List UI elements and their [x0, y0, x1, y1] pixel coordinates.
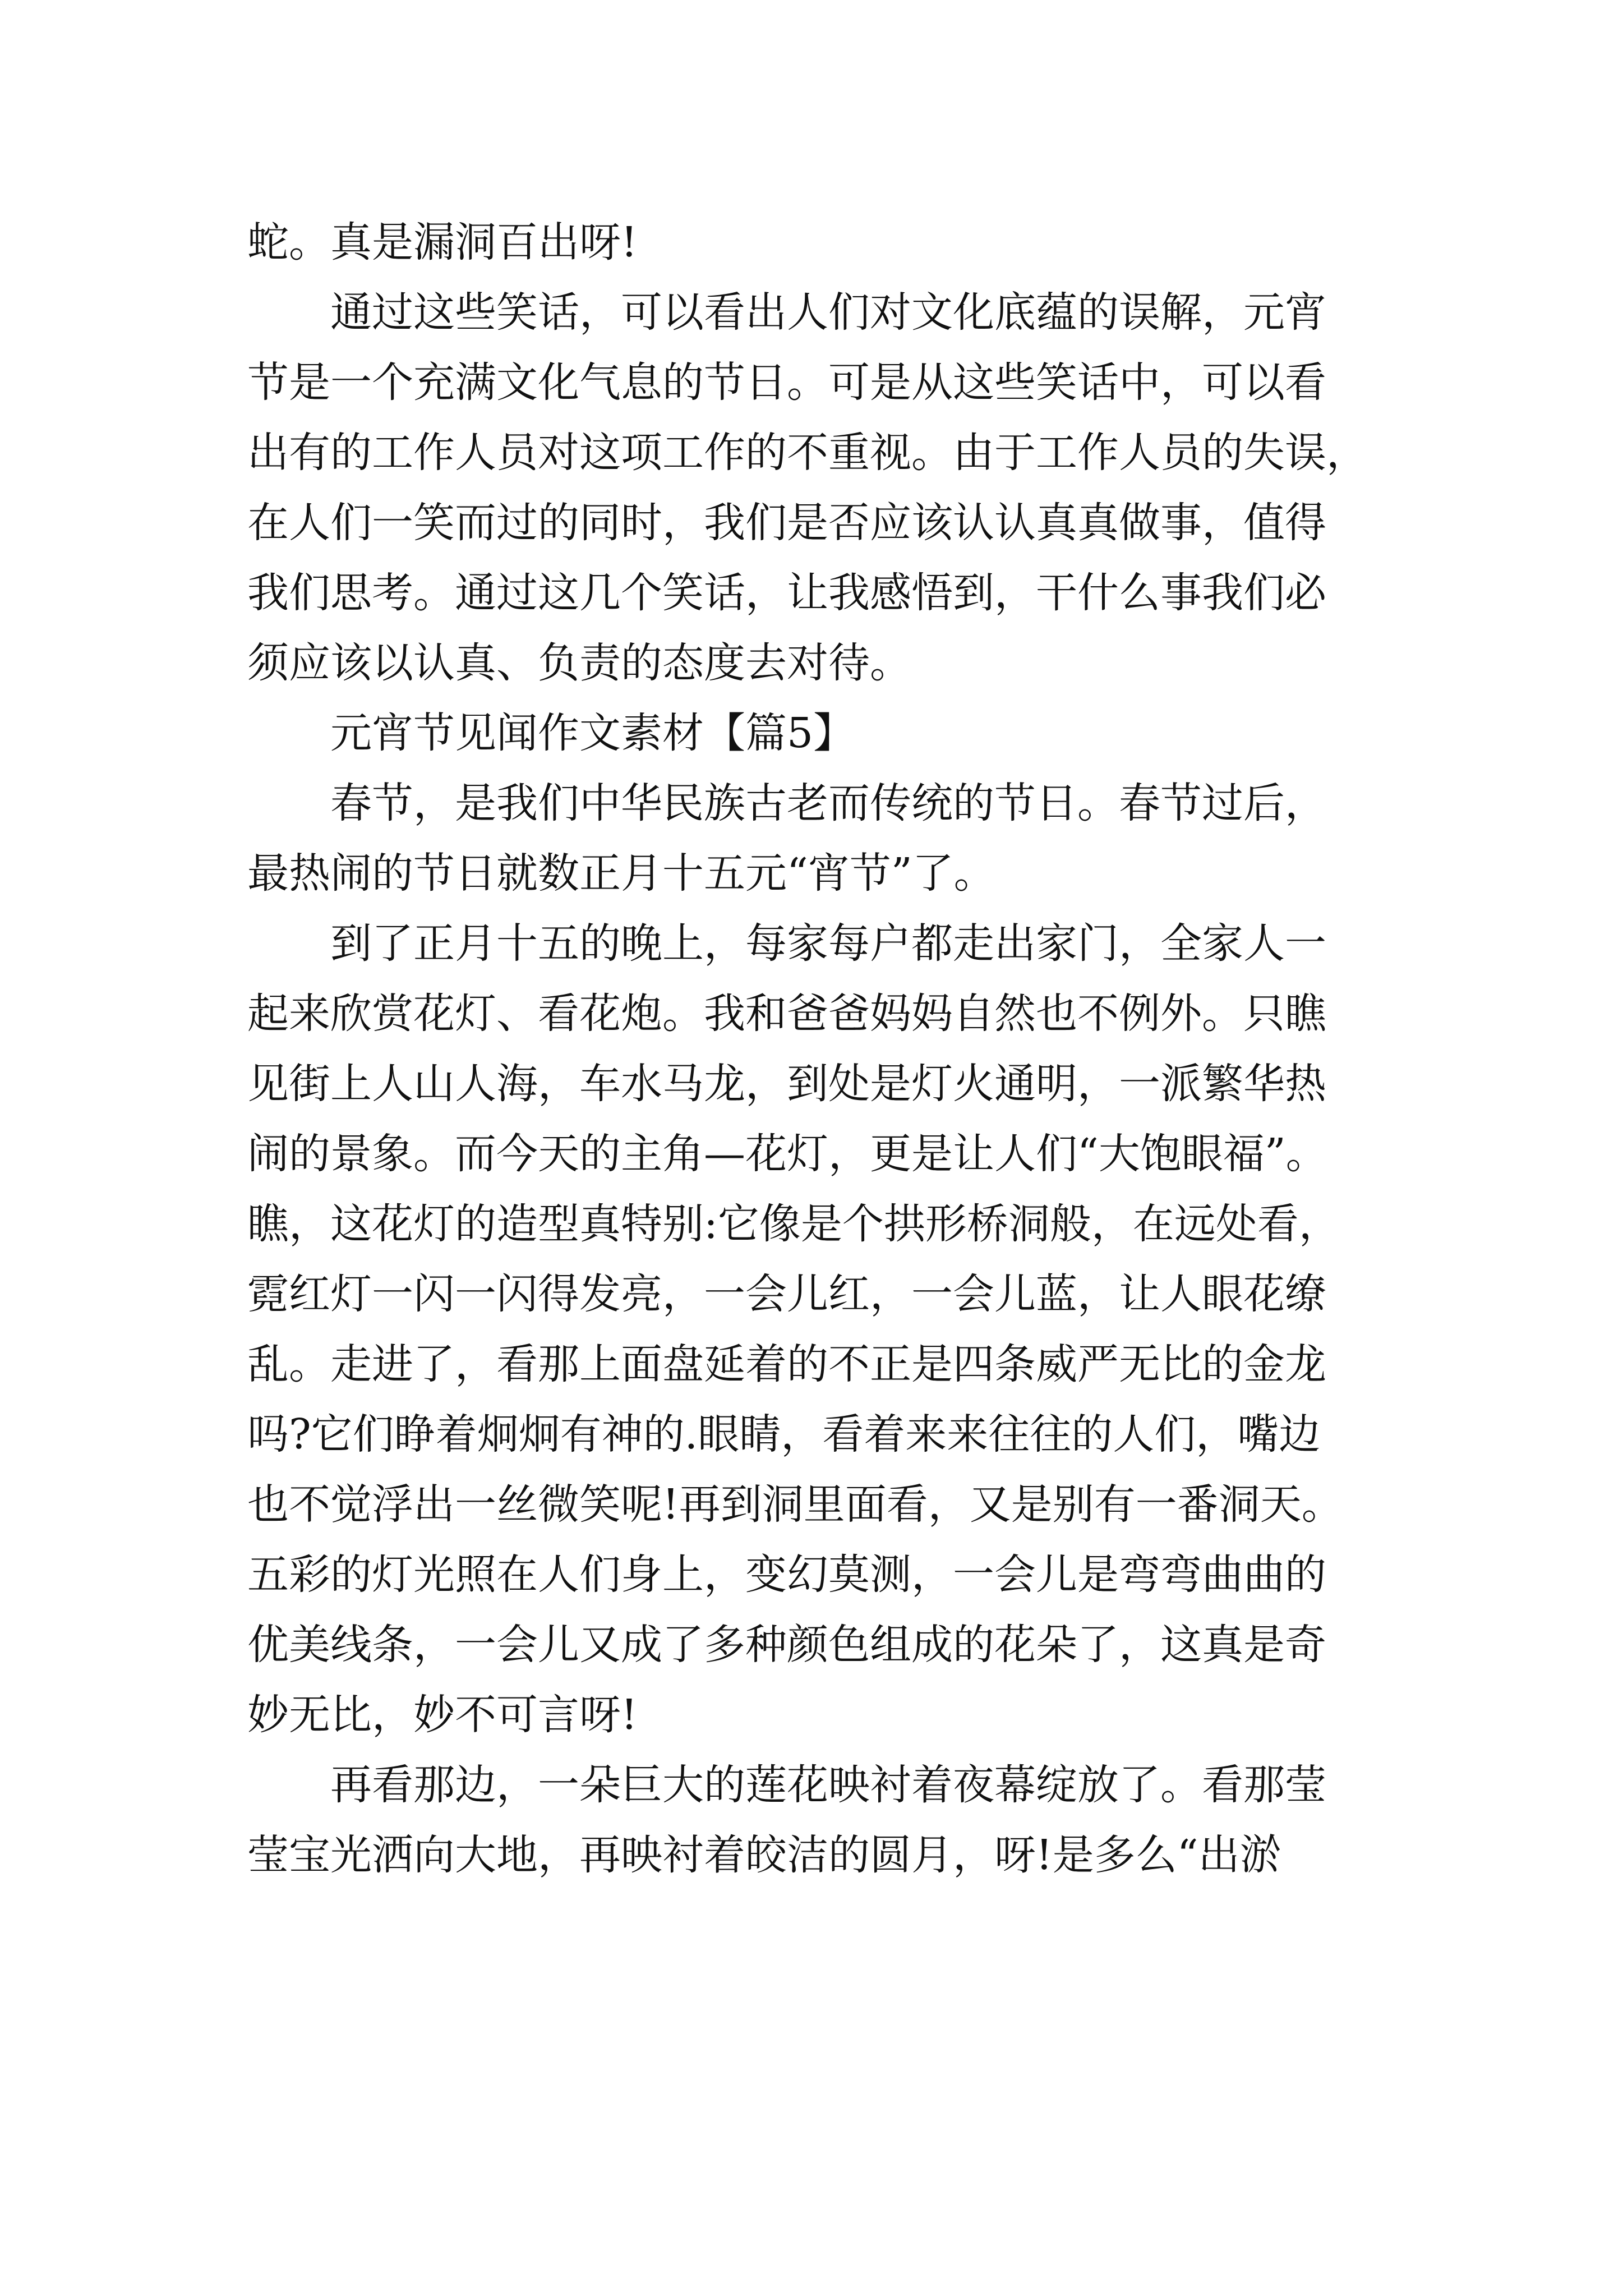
section-heading	[247, 698, 1391, 769]
text-line: 节是一个充满文化气息的节日。可是从这些笑话中，可以看	[247, 358, 1326, 407]
paragraph-continuation	[247, 208, 1391, 278]
text-line: 须应该以认真、负责的态度去对待。	[247, 639, 911, 687]
text-line: 在人们一笑而过的同时，我们是否应该认认真真做事，值得	[247, 499, 1326, 547]
text-line: 妙无比，妙不可言呀!	[247, 1691, 638, 1739]
text-line: 蛇。真是漏洞百出呀!	[247, 218, 638, 266]
paragraph-3	[247, 909, 1391, 1750]
text-line: 出有的工作人员对这项工作的不重视。由于工作人员的失误，	[247, 429, 1368, 477]
paragraph-2	[247, 769, 1391, 909]
text-line: 我们思考。通过这几个笑话，让我感悟到，干什么事我们必	[247, 569, 1326, 617]
text-line: 到了正月十五的晚上，每家每户都走出家门，全家人一	[330, 919, 1326, 968]
text-line: 最热闹的节日就数正月十五元“宵节”了。	[247, 849, 995, 898]
text-line: 莹宝光洒向大地，再映衬着皎洁的圆月，呀!是多么“出淤	[247, 1831, 1281, 1879]
text-line: 霓红灯一闪一闪得发亮，一会儿红，一会儿蓝，让人眼花缭	[247, 1270, 1326, 1318]
text-line: 闹的景象。而今天的主角—花灯，更是让人们“大饱眼福”。	[247, 1130, 1327, 1178]
paragraph-4	[247, 1750, 1391, 1890]
text-line: 吗?它们睁着炯炯有神的.眼睛，看着来来往往的人们，嘴边	[247, 1410, 1321, 1458]
text-line: 通过这些笑话，可以看出人们对文化底蕴的误解，元宵	[330, 288, 1326, 337]
text-line: 乱。走进了，看那上面盘延着的不正是四条威严无比的金龙	[247, 1340, 1326, 1388]
text-line: 春节，是我们中华民族古老而传统的节日。春节过后，	[330, 779, 1326, 827]
paragraph-1	[247, 278, 1391, 698]
text-line: 见街上人山人海，车水马龙，到处是灯火通明，一派繁华热	[247, 1060, 1326, 1108]
text-line: 再看那边，一朵巨大的莲花映衬着夜幕绽放了。看那莹	[330, 1761, 1326, 1809]
document-body	[247, 208, 1391, 1890]
section-title: 元宵节见闻作文素材【篇5】	[330, 709, 855, 757]
text-line: 也不觉浮出一丝微笑呢!再到洞里面看，又是别有一番洞天。	[247, 1480, 1343, 1529]
text-line: 起来欣赏花灯、看花炮。我和爸爸妈妈自然也不例外。只瞧	[247, 990, 1326, 1038]
text-line: 瞧，这花灯的造型真特别:它像是个拱形桥洞般，在远处看，	[247, 1200, 1340, 1248]
text-line: 优美线条，一会儿又成了多种颜色组成的花朵了，这真是奇	[247, 1621, 1326, 1669]
text-line: 五彩的灯光照在人们身上，变幻莫测，一会儿是弯弯曲曲的	[247, 1550, 1326, 1599]
